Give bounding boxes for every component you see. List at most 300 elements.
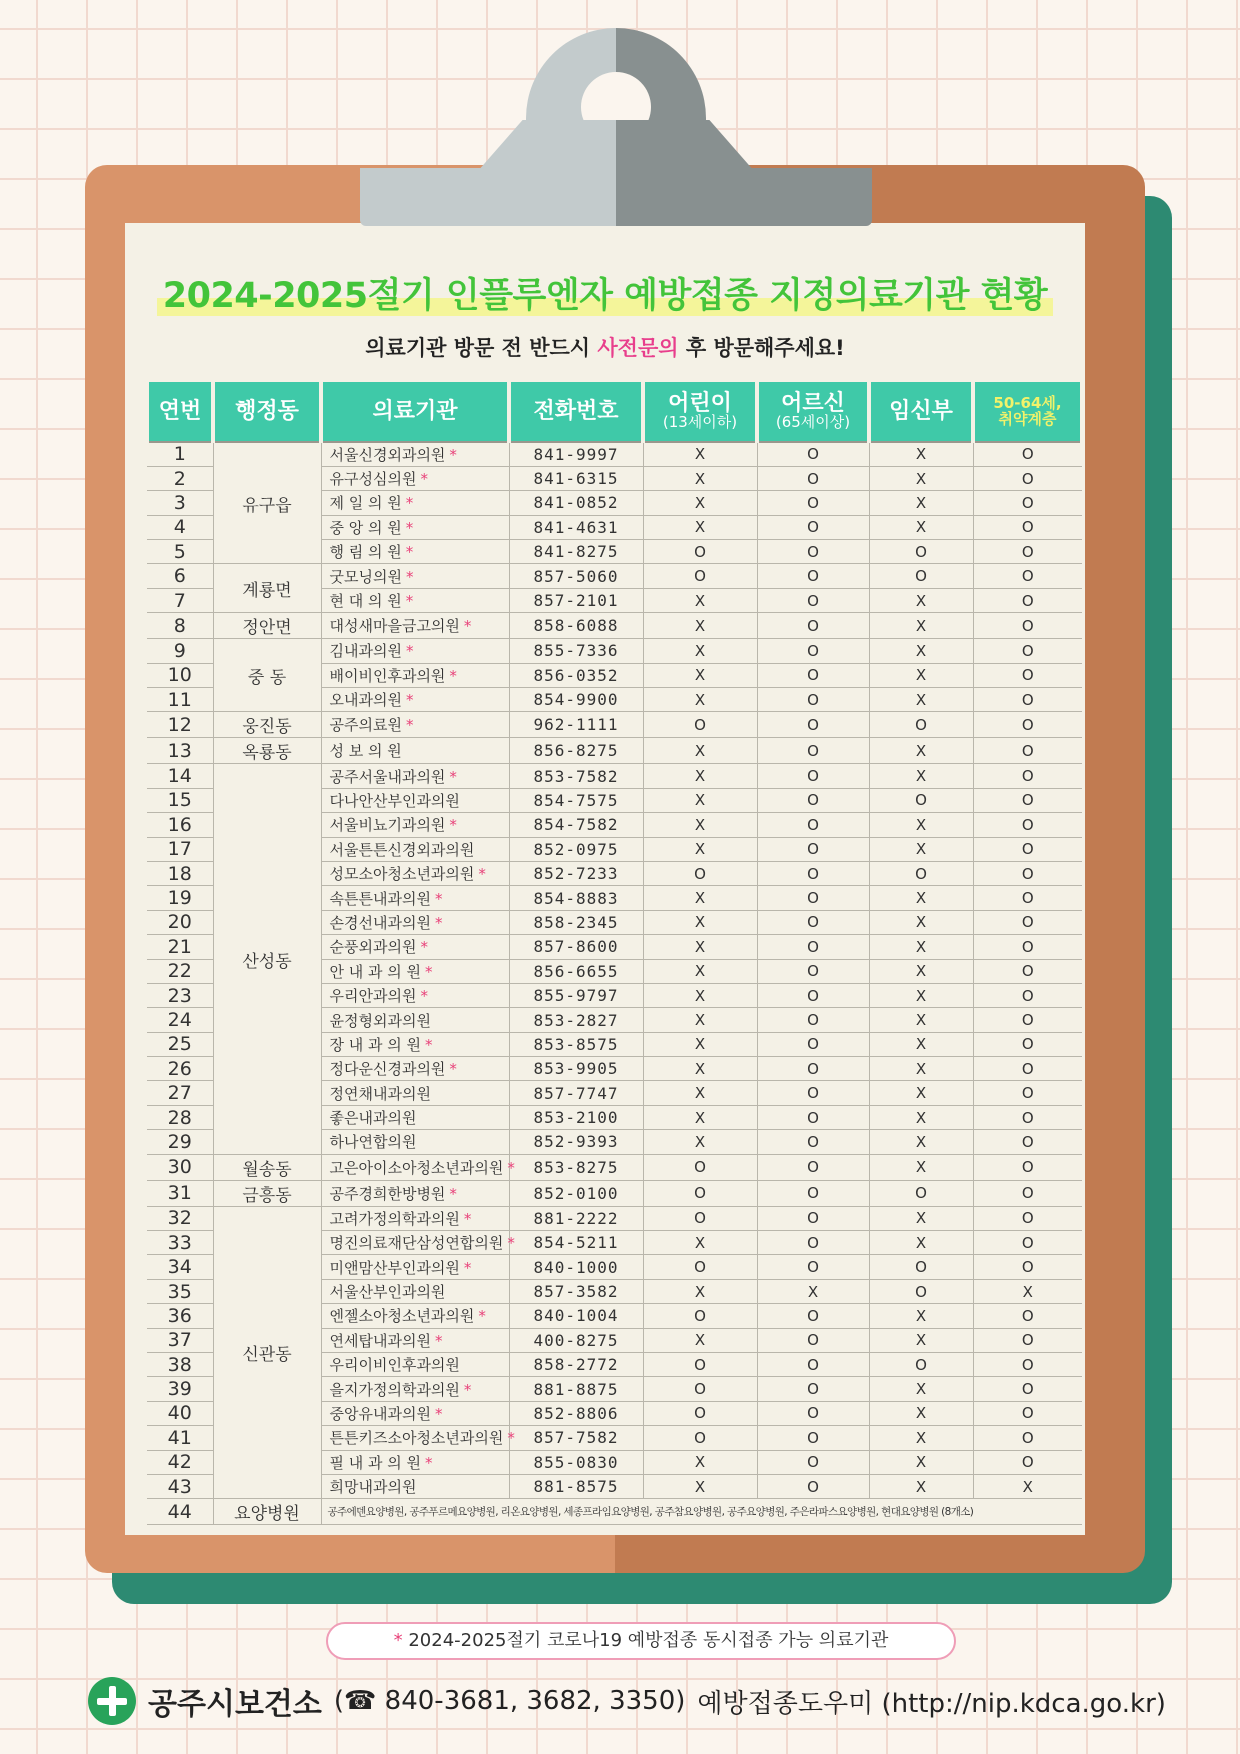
row-number: 42 [147,1450,213,1474]
row-phone: 841-9997 [509,442,643,466]
row-dong: 계룡면 [213,564,321,613]
institution-name: 정다운신경과의원 [329,1060,446,1079]
row-adult: O [757,588,869,612]
row-institution [321,613,509,639]
row-child: X [643,515,757,539]
row-number: 19 [147,886,213,910]
row-child: X [643,588,757,612]
row-child: O [643,861,757,885]
row-adult: O [757,886,869,910]
row-vulnerable: O [973,1008,1082,1032]
table-row [147,1180,1082,1206]
row-institution [321,564,509,588]
institution-name: 서울산부인과의원 [329,1283,446,1302]
row-institution [321,588,509,612]
title-text: 2024-2025절기 인플루엔자 예방접종 지정의료기관 현황 [157,276,1053,316]
row-adult: O [757,1057,869,1081]
row-child: X [643,1032,757,1056]
row-adult: O [757,663,869,687]
row-institution [321,1304,509,1328]
row-adult: O [757,491,869,515]
nursing-hospitals-note: 공주에덴요양병원, 공주푸르메요양병원, 리온요양병원, 세종프라임요양병원, 공주참요양병원, 공주요양병원, 주은라파스요양병원, 현대요양병원 (8개소) [321,1499,1082,1525]
row-phone: 841-4631 [509,515,643,539]
institution-name: 엔젤소아청소년과의원 [329,1307,475,1326]
row-phone: 858-2772 [509,1353,643,1377]
header-vulnerable-line2: 취약계층 [998,409,1057,428]
row-adult: O [757,764,869,788]
header-adult-sub: (65세이상) [775,413,851,432]
covid-star-mark: * [425,962,433,981]
row-pregnant: X [869,1008,973,1032]
row-pregnant: O [869,788,973,812]
row-pregnant: X [869,491,973,515]
row-adult: O [757,1206,869,1230]
header-child-label: 어린이 [668,391,732,417]
row-number: 26 [147,1057,213,1081]
row-child: O [643,1206,757,1230]
institution-name: 유구성심의원 [329,470,417,489]
row-adult: O [757,564,869,588]
row-number: 17 [147,837,213,861]
row-child: O [643,1426,757,1450]
covid-star-mark: * [405,567,414,586]
row-institution [321,1401,509,1425]
row-pregnant: O [869,1255,973,1279]
institution-name: 김내과의원 [329,642,402,661]
header-adult [757,382,869,442]
row-pregnant: X [869,1401,973,1425]
row-child: O [643,1353,757,1377]
row-adult: O [757,788,869,812]
row-vulnerable: O [973,1105,1082,1129]
row-number: 25 [147,1032,213,1056]
row-vulnerable: O [973,861,1082,885]
row-dong: 요양병원 [213,1499,321,1525]
row-phone: 854-9900 [509,688,643,712]
covid-star-mark: * [507,1234,515,1253]
row-number: 27 [147,1081,213,1105]
row-adult: O [757,1154,869,1180]
row-vulnerable: O [973,613,1082,639]
page-title [125,268,1085,318]
covid-star-mark: * [405,642,414,661]
row-vulnerable: O [973,1401,1082,1425]
row-pregnant: X [869,1304,973,1328]
row-number: 37 [147,1328,213,1352]
row-vulnerable: O [973,764,1082,788]
row-adult: O [757,688,869,712]
row-dong: 중 동 [213,639,321,712]
row-phone: 857-8600 [509,935,643,959]
row-child: X [643,639,757,663]
row-phone: 858-6088 [509,613,643,639]
row-adult: O [757,959,869,983]
table-row [147,1154,1082,1180]
row-child: X [643,1279,757,1303]
row-dong: 신관동 [213,1206,321,1499]
row-phone: 400-8275 [509,1328,643,1352]
row-child: X [643,1057,757,1081]
row-adult: O [757,837,869,861]
row-phone: 855-9797 [509,983,643,1007]
row-vulnerable: O [973,1154,1082,1180]
row-pregnant: X [869,1057,973,1081]
covid-star-mark: * [405,691,414,710]
institution-name: 중앙유내과의원 [329,1404,431,1423]
row-institution [321,1353,509,1377]
row-adult: O [757,910,869,934]
row-phone: 854-7575 [509,788,643,812]
row-phone: 856-8275 [509,738,643,764]
institution-name: 행 림 의 원 [329,543,402,562]
institution-name: 서울신경외과의원 [329,445,446,464]
table-row [147,442,1082,466]
covid-star-mark: * [449,767,457,786]
row-phone: 853-8575 [509,1032,643,1056]
row-phone: 853-7582 [509,764,643,788]
row-number: 11 [147,688,213,712]
row-pregnant: X [869,639,973,663]
row-number: 23 [147,983,213,1007]
row-institution [321,639,509,663]
row-pregnant: X [869,837,973,861]
covid-star-mark: * [449,1184,457,1203]
row-pregnant: X [869,886,973,910]
clinic-table [145,382,1084,1525]
row-pregnant: X [869,1474,973,1498]
institution-name: 명진의료재단삼성연합의원 [329,1234,504,1253]
row-institution [321,1105,509,1129]
row-number: 31 [147,1180,213,1206]
row-phone: 857-3582 [509,1279,643,1303]
covid-star-mark: * [449,445,457,464]
row-number: 15 [147,788,213,812]
row-phone: 853-2100 [509,1105,643,1129]
covid-star-mark: * [434,1404,443,1423]
covid-star-mark: * [463,1258,472,1277]
row-number: 12 [147,712,213,738]
covid-star-mark: * [478,1307,486,1326]
header-no: 연번 [147,382,213,442]
row-vulnerable: O [973,910,1082,934]
row-number: 13 [147,738,213,764]
row-pregnant: X [869,1377,973,1401]
row-child: O [643,1154,757,1180]
row-child: O [643,1255,757,1279]
row-pregnant: X [869,1032,973,1056]
row-adult: O [757,738,869,764]
row-pregnant: X [869,813,973,837]
row-child: X [643,1231,757,1255]
row-child: X [643,1008,757,1032]
row-vulnerable: O [973,1255,1082,1279]
row-pregnant: O [869,564,973,588]
row-vulnerable: O [973,1426,1082,1450]
table-row [147,764,1082,788]
row-institution [321,837,509,861]
row-adult: O [757,1130,869,1154]
row-child: X [643,1474,757,1498]
row-phone: 841-6315 [509,466,643,490]
row-pregnant: X [869,1328,973,1352]
row-number: 41 [147,1426,213,1450]
covid-star-mark: * [434,889,443,908]
row-phone: 852-9393 [509,1130,643,1154]
table-header-row [147,382,1082,442]
row-child: X [643,613,757,639]
row-number: 16 [147,813,213,837]
institution-name: 튼튼키즈소아청소년과의원 [329,1429,504,1448]
row-vulnerable: O [973,788,1082,812]
row-adult: O [757,1353,869,1377]
row-number: 28 [147,1105,213,1129]
row-child: X [643,886,757,910]
row-phone: 841-8275 [509,540,643,564]
row-child: X [643,491,757,515]
row-number: 20 [147,910,213,934]
row-phone: 856-6655 [509,959,643,983]
institution-name: 배이비인후과의원 [329,666,446,685]
institution-name: 필 내 과 의 원 [329,1453,422,1472]
row-institution [321,1032,509,1056]
row-number: 36 [147,1304,213,1328]
institution-name: 다나안산부인과의원 [329,791,460,810]
row-adult: O [757,1180,869,1206]
row-child: X [643,788,757,812]
row-number: 22 [147,959,213,983]
row-institution [321,1206,509,1230]
row-phone: 881-2222 [509,1206,643,1230]
row-number: 34 [147,1255,213,1279]
row-institution [321,935,509,959]
row-adult: O [757,1328,869,1352]
row-vulnerable: O [973,663,1082,687]
row-child: O [643,1401,757,1425]
row-institution [321,1180,509,1206]
row-child: O [643,1304,757,1328]
row-institution [321,540,509,564]
footer-helper-link[interactable]: 예방접종도우미 (http://nip.kdca.go.kr) [697,1688,1166,1719]
row-adult: O [757,1231,869,1255]
row-adult: O [757,1304,869,1328]
row-vulnerable: X [973,1474,1082,1498]
row-pregnant: O [869,712,973,738]
row-pregnant: X [869,515,973,539]
row-number: 21 [147,935,213,959]
row-number: 24 [147,1008,213,1032]
row-vulnerable: O [973,1130,1082,1154]
row-phone: 852-8806 [509,1401,643,1425]
institution-name: 연세탑내과의원 [329,1331,431,1350]
row-number: 39 [147,1377,213,1401]
row-pregnant: X [869,1426,973,1450]
institution-name: 고은아이소아청소년과의원 [329,1158,504,1177]
institution-name: 현 대 의 원 [329,592,402,611]
covid-star-mark: * [405,716,414,735]
covid-star-mark: * [425,1453,433,1472]
row-adult: O [757,515,869,539]
row-vulnerable: X [973,1279,1082,1303]
row-vulnerable: O [973,1377,1082,1401]
row-adult: O [757,1255,869,1279]
row-pregnant: O [869,861,973,885]
row-adult: O [757,540,869,564]
row-adult: O [757,1081,869,1105]
footer [88,1676,1188,1726]
row-number: 5 [147,540,213,564]
row-vulnerable: O [973,886,1082,910]
footnote-text: 2024-2025절기 코로나19 예방접종 동시접종 가능 의료기관 [408,1630,889,1651]
row-child: O [643,712,757,738]
header-phone: 전화번호 [509,382,643,442]
row-pregnant: X [869,442,973,466]
row-institution [321,983,509,1007]
row-number: 7 [147,588,213,612]
institution-name: 희망내과의원 [329,1478,417,1497]
row-child: X [643,910,757,934]
header-child-sub: (13세이하) [662,413,738,432]
table-row [147,639,1082,663]
institution-name: 안 내 과 의 원 [329,962,422,981]
row-adult: O [757,1105,869,1129]
row-vulnerable: O [973,588,1082,612]
row-pregnant: X [869,983,973,1007]
row-number: 4 [147,515,213,539]
row-pregnant: X [869,1231,973,1255]
row-pregnant: X [869,1450,973,1474]
row-pregnant: X [869,959,973,983]
row-number: 35 [147,1279,213,1303]
row-phone: 852-0975 [509,837,643,861]
row-vulnerable: O [973,1353,1082,1377]
row-pregnant: X [869,613,973,639]
row-adult: O [757,1450,869,1474]
row-vulnerable: O [973,1206,1082,1230]
row-pregnant: X [869,466,973,490]
row-pregnant: X [869,1081,973,1105]
row-institution [321,1130,509,1154]
row-number: 2 [147,466,213,490]
row-dong: 금흥동 [213,1180,321,1206]
row-child: X [643,663,757,687]
row-phone: 852-0100 [509,1180,643,1206]
row-number: 9 [147,639,213,663]
row-vulnerable: O [973,564,1082,588]
row-phone: 855-7336 [509,639,643,663]
row-adult: O [757,1401,869,1425]
header-child [643,382,757,442]
row-adult: O [757,712,869,738]
row-adult: O [757,813,869,837]
row-child: X [643,959,757,983]
institution-name: 굿모닝의원 [329,567,402,586]
row-institution [321,1255,509,1279]
row-adult: O [757,935,869,959]
row-institution [321,738,509,764]
table-row [147,712,1082,738]
row-dong: 월송동 [213,1154,321,1180]
institution-name: 성 보 의 원 [329,742,402,761]
row-phone: 856-0352 [509,663,643,687]
covid-star-mark: * [420,938,428,957]
row-vulnerable: O [973,1081,1082,1105]
row-institution [321,1328,509,1352]
row-institution [321,1450,509,1474]
row-phone: 852-7233 [509,861,643,885]
row-phone: 857-7747 [509,1081,643,1105]
row-adult: O [757,442,869,466]
row-institution [321,1081,509,1105]
row-phone: 853-9905 [509,1057,643,1081]
table-row [147,564,1082,588]
row-institution [321,764,509,788]
institution-name: 성모소아청소년과의원 [329,865,475,884]
row-institution [321,491,509,515]
row-dong: 산성동 [213,764,321,1154]
row-vulnerable: O [973,1231,1082,1255]
row-vulnerable: O [973,837,1082,861]
row-phone: 855-0830 [509,1450,643,1474]
table-row [147,613,1082,639]
footer-contact: (☎ 840-3681, 3682, 3350) [333,1686,686,1716]
row-vulnerable: O [973,738,1082,764]
institution-name: 순풍외과의원 [329,938,417,957]
row-institution [321,1474,509,1498]
row-child: X [643,738,757,764]
row-vulnerable: O [973,1450,1082,1474]
covid-star-mark: * [449,816,457,835]
institution-name: 공주의료원 [329,716,402,735]
row-child: X [643,813,757,837]
institution-name: 공주서울내과의원 [329,767,446,786]
row-number: 10 [147,663,213,687]
row-vulnerable: O [973,1304,1082,1328]
row-child: X [643,764,757,788]
table-body [147,442,1082,1525]
covid-star-mark: * [449,1060,457,1079]
covid-star-mark: * [463,617,472,636]
institution-name: 윤정형외과의원 [329,1011,431,1030]
row-number: 29 [147,1130,213,1154]
row-number: 43 [147,1474,213,1498]
row-adult: O [757,1426,869,1450]
health-center-logo-icon [88,1677,136,1725]
row-dong: 정안면 [213,613,321,639]
row-vulnerable: O [973,442,1082,466]
row-number: 18 [147,861,213,885]
header-vulnerable [973,382,1082,442]
institution-name: 서울튼튼신경외과의원 [329,840,475,859]
table-row [147,1499,1082,1525]
row-adult: O [757,466,869,490]
row-pregnant: X [869,1105,973,1129]
table-row [147,738,1082,764]
row-child: O [643,1180,757,1206]
row-institution [321,1231,515,1255]
row-dong: 웅진동 [213,712,321,738]
institution-name: 속튼튼내과의원 [329,889,431,908]
covid-star-mark: * [463,1209,472,1228]
covid-star-mark: * [405,494,414,513]
row-child: X [643,837,757,861]
row-vulnerable: O [973,1032,1082,1056]
row-pregnant: X [869,1206,973,1230]
row-phone: 853-2827 [509,1008,643,1032]
row-institution [321,886,509,910]
institution-name: 우리안과의원 [329,987,417,1006]
subtitle-before: 의료기관 방문 전 반드시 [365,336,598,360]
page-subtitle [125,332,1085,362]
